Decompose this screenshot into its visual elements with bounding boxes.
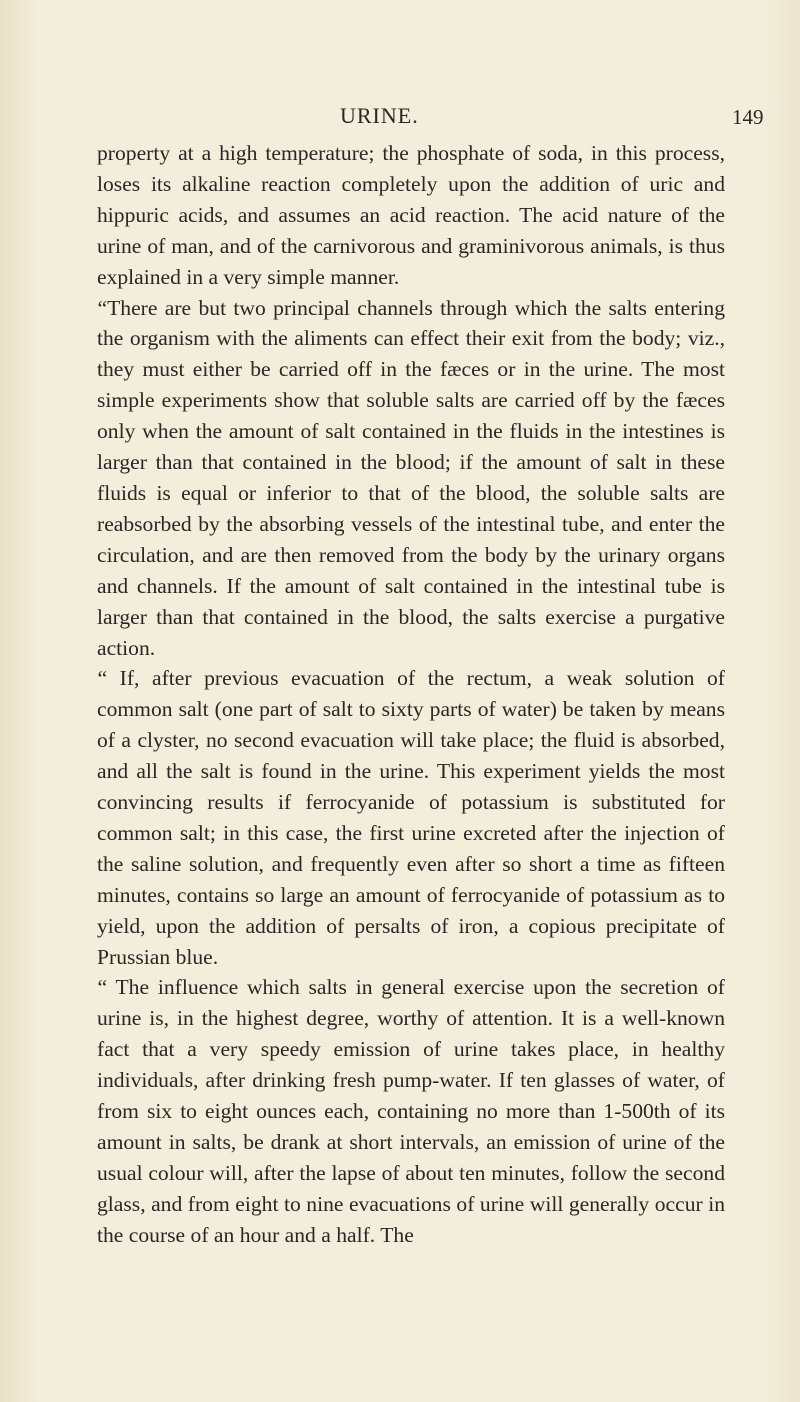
body-text [97, 138, 725, 1251]
paragraph-3: “ If, after previous evacuation of the rectum, a weak solution of common salt (one part of salt to sixty parts of water) be taken by means of a clyster, no second evacuation will take place; the fluid is absorbed, and all the salt is found in the urine. This experiment yields the most convincing results if ferrocyanide of potassium is substituted for common salt; in this case, the first urine excreted after the injection of the saline solution, and frequently even after so short a time as fifteen minutes, contains so large an amount of ferrocyanide of potassium as to yield, upon the addition of persalts of iron, a copious precipitate of Prussian blue. [97, 666, 725, 969]
paragraph-2: “There are but two principal channels through which the salts entering the organism with the aliments can effect their exit from the body; viz., they must either be carried off in the fæces or in the urine. The most simple experiments show that soluble salts are carried off by the fæces only when the amount of salt contained in the fluids in the intestines is larger than that contained in the blood; if the amount of salt in these fluids is equal or inferior to that of the blood, the soluble salts are reabsorbed by the absorbing vessels of the intestinal tube, and enter the circulation, and are then removed from the body by the urinary organs and channels. If the amount of salt contained in the intestinal tube is larger than that contained in the blood, the salts exercise a purgative action. [97, 295, 725, 660]
running-title: URINE. [340, 103, 419, 128]
paragraph-1: property at a high temperature; the phosphate of soda, in this process, loses its alkaline reaction completely upon the addition of uric and hippuric acids, and assumes an acid reaction. The acid nature of the urine of man, and of the carnivorous and graminivorous animals, is thus explained in a very simple manner. [97, 141, 725, 289]
running-head [0, 103, 800, 133]
page-number: 149 [732, 105, 764, 129]
paragraph-4: “ The influence which salts in general exercise upon the secretion of urine is, in the highest degree, worthy of attention. It is a well-known fact that a very speedy emission of urine takes place, in healthy individuals, after drinking fresh pump-water. If ten glasses of water, of from six to eight ounces each, containing no more than 1-500th of its amount in salts, be drank at short intervals, an emission of urine of the usual colour will, after the lapse of about ten minutes, follow the second glass, and from eight to nine evacuations of urine will generally occur in the course of an hour and a half. The [97, 975, 725, 1247]
